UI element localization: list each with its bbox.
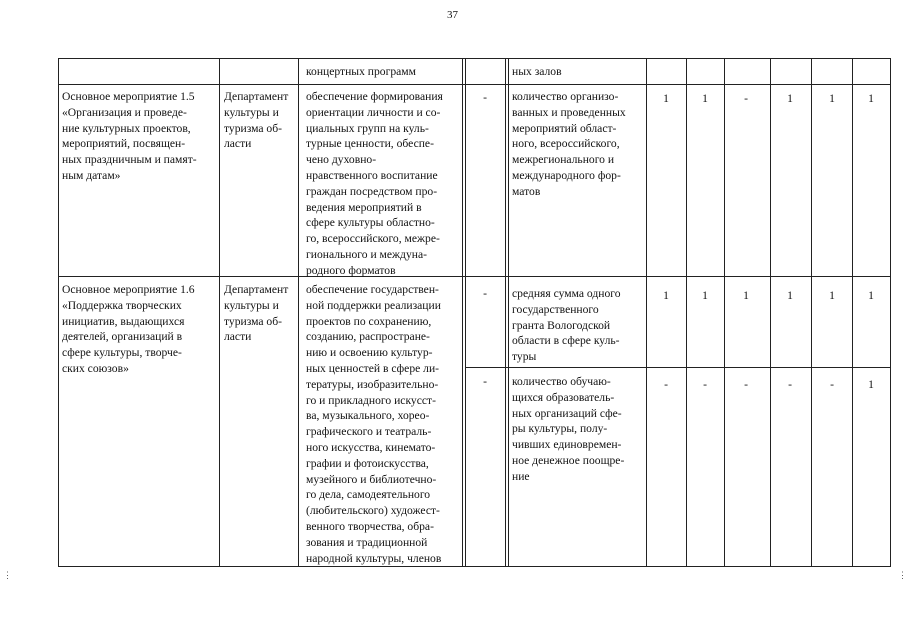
row1-value: 1 bbox=[787, 92, 793, 105]
row2-sub2-value: 1 bbox=[868, 378, 874, 391]
page-number: 37 bbox=[447, 9, 458, 21]
row-divider bbox=[58, 84, 891, 85]
row2-sub1-value: 1 bbox=[702, 289, 708, 302]
row1-goal-cell: обеспечение формирования ориентации личности и со- циальных групп на куль- турные ценности, обеспе- чено духовно- нравственного воспитание граждан посредством про- ведения мероприятий в сфере культуры областно- го, всероссийского, межре- гионального и междуна- родного форматов bbox=[306, 90, 443, 277]
col-border bbox=[58, 58, 59, 567]
col-border bbox=[462, 58, 463, 567]
row2-sub1-value: 1 bbox=[743, 289, 749, 302]
row0-goal-cell: концертных программ bbox=[306, 65, 416, 78]
row2-executor-cell: Департамент культуры и туризма об- ласти bbox=[224, 283, 289, 344]
table-bottom-border bbox=[58, 566, 891, 567]
row2-goal-cell: обеспечение государствен- ной поддержки реализации проектов по сохранению, созданию, распростране- нию и освоению культур- ных ценностей в сфере ли- тературы, изобразительно- го и прикладного искусст- ва, музыкального, хорео- графического и театраль- ного искусства, кинемато- графии и фотоискусства, музейного и библиотечно- го дела, самодеятельного (любительского) художест- венного творчества, обра- зования и традиционной народной культуры, членов bbox=[306, 283, 442, 565]
col-border bbox=[219, 58, 220, 567]
scan-mark-left: ⋮ bbox=[3, 570, 12, 580]
row1-value: 1 bbox=[829, 92, 835, 105]
row-divider bbox=[58, 276, 891, 277]
col-border bbox=[465, 58, 466, 567]
col-border bbox=[505, 58, 506, 567]
scan-mark-right: ⋮ bbox=[898, 570, 907, 580]
row2-sub1-value: 1 bbox=[787, 289, 793, 302]
row2-sub1-value: 1 bbox=[868, 289, 874, 302]
col-border bbox=[508, 58, 509, 567]
col-border bbox=[686, 58, 687, 567]
row2-sub2-indicator-cell: количество обучаю- щихся образователь- ных организаций сфе- ры культуры, полу- чивших единовремен- ное денежное поощре- ние bbox=[512, 375, 625, 483]
row2-sub2-dash: - bbox=[483, 375, 487, 388]
row2-sub1-indicator-cell: средняя сумма одного государственного гранта Вологодской области в сфере куль- туры bbox=[512, 287, 621, 364]
row1-value: - bbox=[744, 92, 748, 105]
row2-sub2-value: - bbox=[830, 378, 834, 391]
row1-value: 1 bbox=[868, 92, 874, 105]
row1-executor-cell: Департамент культуры и туризма об- ласти bbox=[224, 90, 289, 151]
row2-sub1-value: 1 bbox=[663, 289, 669, 302]
row2-sub2-value: - bbox=[744, 378, 748, 391]
subrow-divider bbox=[465, 367, 891, 368]
row2-sub1-value: 1 bbox=[829, 289, 835, 302]
col-border bbox=[770, 58, 771, 567]
table-top-border bbox=[58, 58, 891, 59]
col-border bbox=[811, 58, 812, 567]
row1-dash: - bbox=[483, 91, 487, 104]
col-border bbox=[890, 58, 891, 567]
row2-sub1-dash: - bbox=[483, 287, 487, 300]
row1-indicator-cell: количество организо- ванных и проведенных мероприятий област- ного, всероссийского, межрегионального и международного фор- матов bbox=[512, 90, 626, 198]
col-border bbox=[646, 58, 647, 567]
row2-sub2-value: - bbox=[788, 378, 792, 391]
row1-value: 1 bbox=[702, 92, 708, 105]
col-border bbox=[298, 58, 299, 567]
row0-indicator-cell: ных залов bbox=[512, 65, 562, 78]
col-border bbox=[852, 58, 853, 567]
row1-value: 1 bbox=[663, 92, 669, 105]
row2-sub2-value: - bbox=[703, 378, 707, 391]
row2-sub2-value: - bbox=[664, 378, 668, 391]
col-border bbox=[724, 58, 725, 567]
row2-event-cell: Основное мероприятие 1.6 «Поддержка творческих инициатив, выдающихся деятелей, организаций в сфере культуры, творче- ских союзов» bbox=[62, 283, 195, 375]
row1-event-cell: Основное мероприятие 1.5 «Организация и проведе- ние культурных проектов, мероприятий, посвящен- ных праздничным и памят- ным датам» bbox=[62, 90, 197, 182]
